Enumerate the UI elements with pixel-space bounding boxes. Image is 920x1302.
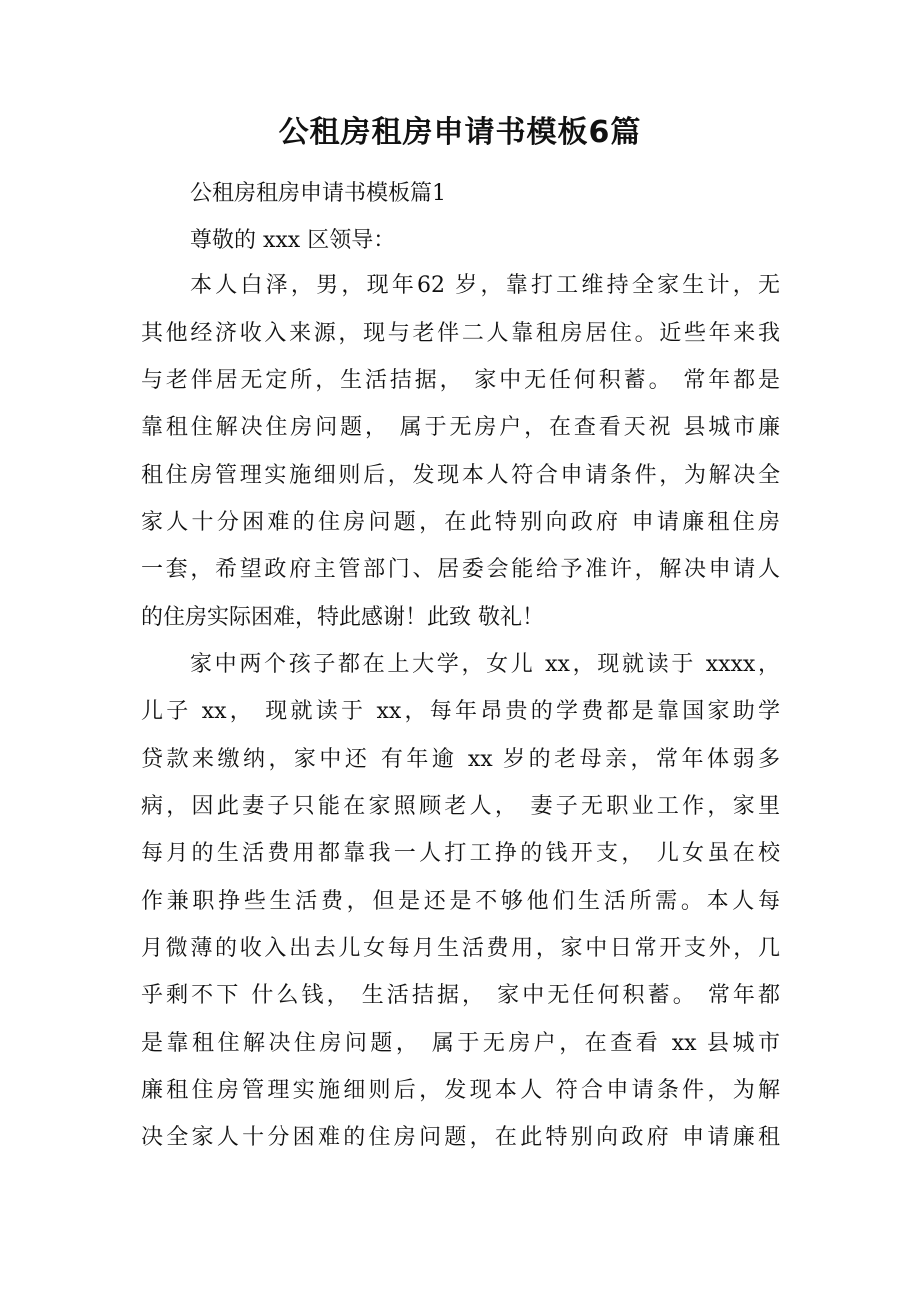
- paragraph-1-line: 其他经济收入来源，现与老伴二人靠租房居住。近些年来我: [141, 321, 780, 346]
- paragraph-2-line: 决全家人十分困难的住房问题，在此特别向政府 申请廉租: [141, 1125, 780, 1150]
- salutation: 尊敬的 xxx 区领导：: [190, 228, 396, 253]
- paragraph-2-line: 病，因此妻子只能在家照顾老人， 妻子无职业工作，家里: [141, 794, 780, 819]
- paragraph-2-line: 作兼职挣些生活费，但是还是不够他们生活所需。本人每: [141, 889, 780, 914]
- paragraph-1-line: 家人十分困难的住房问题，在此特别向政府 申请廉租住房: [141, 510, 780, 535]
- paragraph-1-line: 的住房实际困难，特此感谢！此致 敬礼！: [141, 605, 544, 630]
- paragraph-2-line: 廉租住房管理实施细则后，发现本人 符合申请条件，为解: [141, 1078, 780, 1103]
- paragraph-2-line: 儿子 xx， 现就读于 xx，每年昂贵的学费都是靠国家助学: [141, 699, 780, 724]
- paragraph-2-line: 是靠租住解决住房问题， 属于无房户，在查看 xx 县城市: [141, 1031, 780, 1056]
- paragraph-2-line: 月微薄的收入出去儿女每月生活费用，家中日常开支外，几: [141, 936, 780, 961]
- paragraph-2-line: 每月的生活费用都靠我一人打工挣的钱开支， 儿女虽在校: [141, 841, 780, 866]
- paragraph-1-line: 本人白泽，男，现年62 岁，靠打工维持全家生计，无: [190, 273, 780, 298]
- paragraph-1-line: 靠租住解决住房问题， 属于无房户，在查看天祝 县城市廉: [141, 415, 780, 440]
- paragraph-1-line: 与老伴居无定所，生活拮据， 家中无任何积蓄。 常年都是: [141, 368, 780, 393]
- paragraph-2-line: 乎剩不下 什么钱， 生活拮据， 家中无任何积蓄。 常年都: [141, 983, 780, 1008]
- section-heading: 公租房租房申请书模板篇1: [190, 181, 446, 206]
- paragraph-2-line: 贷款来缴纳，家中还 有年逾 xx 岁的老母亲，常年体弱多: [141, 747, 780, 772]
- paragraph-1-line: 一套，希望政府主管部门、居委会能给予准许，解决申请人: [141, 557, 780, 582]
- paragraph-1-line: 租住房管理实施细则后，发现本人符合申请条件，为解决全: [141, 463, 780, 488]
- document-title: 公租房租房申请书模板6篇: [278, 115, 642, 150]
- paragraph-2-line: 家中两个孩子都在上大学，女儿 xx，现就读于 xxxx，: [190, 652, 780, 677]
